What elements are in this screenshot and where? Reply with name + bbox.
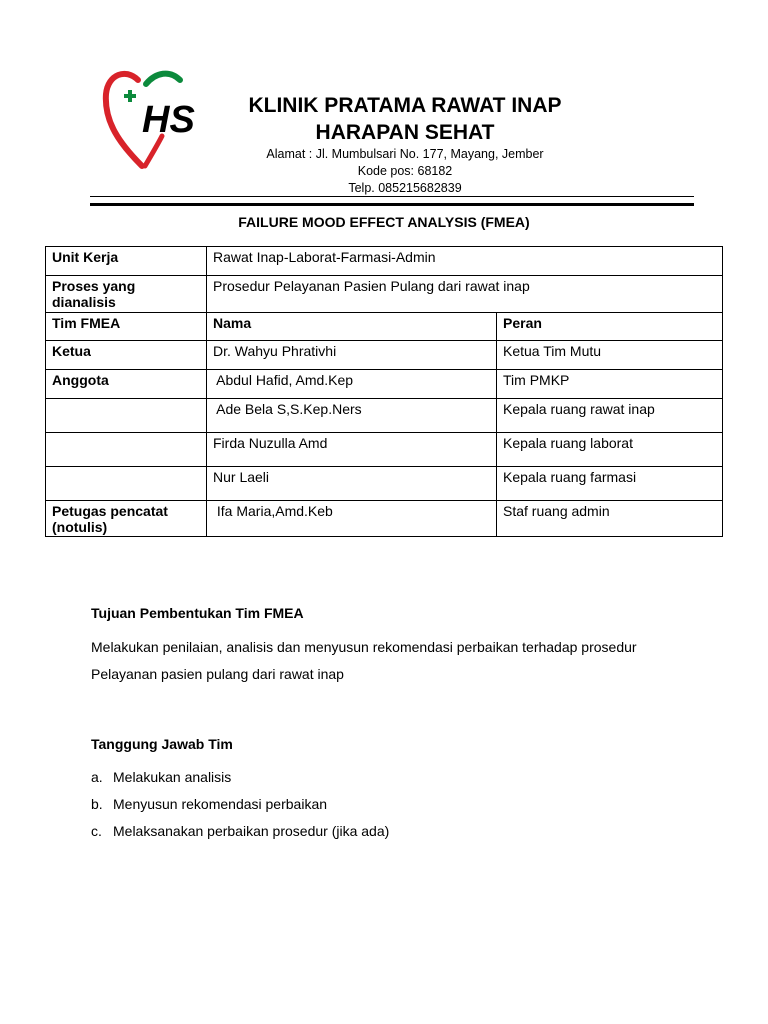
member-role: Kepala ruang rawat inap <box>497 399 723 433</box>
responsibility-heading: Tanggung Jawab Tim <box>91 736 233 752</box>
row-label <box>46 467 207 501</box>
member-name: Nur Laeli <box>207 467 497 501</box>
process-value: Prosedur Pelayanan Pasien Pulang dari rawat inap <box>207 276 723 313</box>
row-label <box>46 399 207 433</box>
member-name: Abdul Hafid, Amd.Kep <box>207 370 497 399</box>
member-name: Dr. Wahyu Phrativhi <box>207 341 497 370</box>
row-label <box>46 433 207 467</box>
member-role: Tim PMKP <box>497 370 723 399</box>
list-item-text: Melakukan analisis <box>113 769 232 785</box>
table-row <box>46 399 723 433</box>
list-item-text: Menyusun rekomendasi perbaikan <box>113 796 328 812</box>
purpose-heading: Tujuan Pembentukan Tim FMEA <box>91 605 304 621</box>
member-role: Kepala ruang laborat <box>497 433 723 467</box>
clinic-address: Alamat : Jl. Mumbulsari No. 177, Mayang, Jember <box>266 147 544 161</box>
team-label: Tim FMEA <box>46 313 207 341</box>
header-divider-thin <box>90 196 694 197</box>
logo-monogram: HS <box>142 99 195 141</box>
list-marker: a. <box>91 769 103 785</box>
purpose-line-2: Pelayanan pasien pulang dari rawat inap <box>91 666 344 682</box>
header-divider-thick <box>90 203 694 206</box>
clinic-name-line2: HARAPAN SEHAT <box>315 121 495 144</box>
fmea-team-table <box>45 246 723 537</box>
row-label: Anggota <box>46 370 207 399</box>
table-row <box>46 247 723 276</box>
member-role: Staf ruang admin <box>497 501 723 537</box>
table-row <box>46 433 723 467</box>
member-role: Kepala ruang farmasi <box>497 467 723 501</box>
unit-value: Rawat Inap-Laborat-Farmasi-Admin <box>207 247 723 276</box>
document-title: FAILURE MOOD EFFECT ANALYSIS (FMEA) <box>238 214 530 230</box>
role-column-header: Peran <box>497 313 723 341</box>
clinic-postal-code: Kode pos: 68182 <box>357 164 453 178</box>
process-label: Proses yang dianalisis <box>46 276 207 313</box>
list-item <box>91 820 389 847</box>
list-item <box>91 793 389 820</box>
member-role: Ketua Tim Mutu <box>497 341 723 370</box>
list-marker: b. <box>91 796 103 812</box>
table-row <box>46 370 723 399</box>
table-row <box>46 313 723 341</box>
table-row <box>46 501 723 537</box>
responsibility-list <box>91 766 389 847</box>
row-label: Petugas pencatat (notulis) <box>46 501 207 537</box>
list-item <box>91 766 389 793</box>
member-name: Firda Nuzulla Amd <box>207 433 497 467</box>
table-row <box>46 467 723 501</box>
list-item-text: Melaksanakan perbaikan prosedur (jika ada) <box>113 823 390 839</box>
row-label: Ketua <box>46 341 207 370</box>
member-name: Ifa Maria,Amd.Keb <box>207 501 497 537</box>
name-column-header: Nama <box>207 313 497 341</box>
unit-label: Unit Kerja <box>46 247 207 276</box>
clinic-name-line1: KLINIK PRATAMA RAWAT INAP <box>248 94 562 117</box>
table-row <box>46 341 723 370</box>
purpose-line-1: Melakukan penilaian, analisis dan menyusun rekomendasi perbaikan terhadap prosedur <box>91 639 637 655</box>
clinic-phone: Telp. 085215682839 <box>348 181 462 195</box>
list-marker: c. <box>91 823 102 839</box>
member-name: Ade Bela S,S.Kep.Ners <box>207 399 497 433</box>
table-row <box>46 276 723 313</box>
